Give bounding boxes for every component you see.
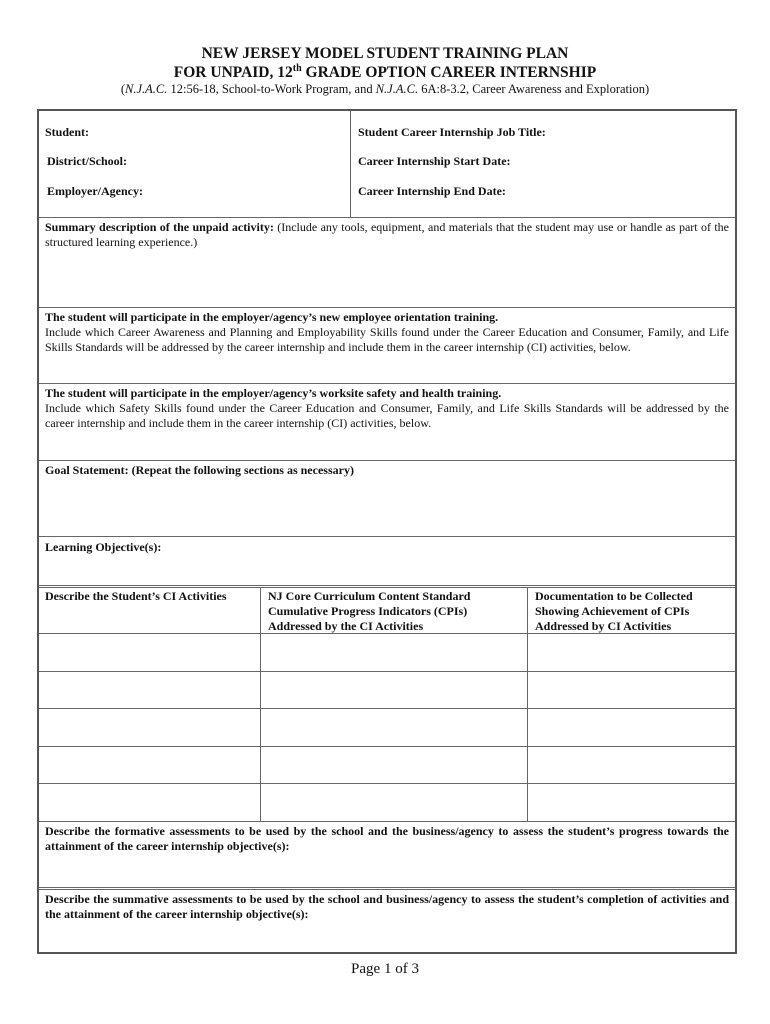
safety-field[interactable] (45, 386, 729, 431)
subtitle-citation-2: N.J.A.C. (375, 82, 419, 96)
orientation-label: The student will participate in the employer/agency’s new employee orientation training. (45, 310, 499, 324)
page-number: Page 1 of 3 (351, 961, 419, 977)
summative-field[interactable]: Describe the summative assessments to be used by the school and business/agency to assess the student’s completion of activities and the attainment of the career internship objective(s): (45, 892, 729, 921)
end-date-field[interactable]: Career Internship End Date: (358, 184, 506, 198)
divider (39, 460, 735, 461)
subtitle-mid-2: 6A:8-3.2, Career Awareness and Exploration) (418, 82, 650, 96)
start-date-field[interactable]: Career Internship Start Date: (358, 154, 511, 168)
safety-text: Include which Safety Skills found under the Career Education and Consumer, Family, and Life Skills Standards will be addressed by the career internship and include them in the career internship (CI) activities, below. (45, 401, 729, 430)
table-row-divider (39, 783, 735, 784)
subtitle-citation-1: N.J.A.C. (125, 82, 168, 96)
summary-field[interactable] (45, 220, 729, 250)
orientation-text: Include which Career Awareness and Planning and Employability Skills found under the Career Education and Consumer, Family, and Life Skills Standards will be addressed by the career internship and include them in the career internship (CI) activities, below. (45, 325, 729, 354)
subtitle-mid-1: 12:56-18, School-to-Work Program, and (167, 82, 376, 96)
title-line2-post: GRADE OPTION CAREER INTERNSHIP (301, 64, 597, 81)
table-header-documentation: Documentation to be Collected Showing Achievement of CPIs Addressed by CI Activities (535, 589, 693, 633)
divider (39, 821, 735, 822)
table-col-divider-2 (527, 587, 528, 821)
divider (39, 887, 735, 888)
page-title-line2 (0, 63, 770, 82)
divider (39, 585, 735, 586)
table-row-divider (39, 671, 735, 672)
student-field[interactable]: Student: (45, 125, 90, 139)
info-divider (350, 111, 351, 217)
page-subtitle (0, 82, 770, 97)
district-school-field[interactable]: District/School: (47, 154, 127, 168)
page-title-line1: NEW JERSEY MODEL STUDENT TRAINING PLAN (201, 45, 569, 62)
divider (39, 383, 735, 384)
table-col-divider-1 (260, 587, 261, 821)
title-superscript: th (292, 62, 302, 74)
objective-label: Learning Objective(s): (45, 540, 162, 554)
title-line2-pre: FOR UNPAID, 12 (173, 64, 293, 81)
divider (39, 889, 735, 890)
goal-label: Goal Statement: (Repeat the following sections as necessary) (45, 463, 354, 477)
subtitle-pre: ( (120, 82, 126, 96)
employer-agency-field[interactable]: Employer/Agency: (47, 184, 143, 198)
divider (39, 307, 735, 308)
objective-field[interactable] (45, 540, 729, 555)
goal-field[interactable] (45, 463, 729, 478)
formative-field[interactable]: Describe the formative assessments to be used by the school and the business/agency to assess the student’s progress towards the attainment of the career internship objective(s): (45, 824, 729, 853)
divider (39, 217, 735, 218)
divider (39, 536, 735, 537)
table-row-divider (39, 746, 735, 747)
safety-label: The student will participate in the employer/agency’s worksite safety and health training. (45, 386, 502, 400)
table-row-divider (39, 708, 735, 709)
training-plan-form (37, 109, 737, 954)
table-row-divider (39, 633, 735, 634)
divider (39, 587, 735, 588)
summary-label: Summary description of the unpaid activity: (45, 220, 274, 234)
job-title-field[interactable]: Student Career Internship Job Title: (358, 125, 546, 139)
table-header-cpis: NJ Core Curriculum Content Standard Cumulative Progress Indicators (CPIs) Addressed by the CI Activities (268, 589, 471, 633)
table-header-activities: Describe the Student’s CI Activities (45, 589, 227, 603)
orientation-field[interactable] (45, 310, 729, 355)
summary-text: (Include any tools, equipment, and materials that the student may use or handle as part of the structured learning experience.) (45, 220, 729, 249)
